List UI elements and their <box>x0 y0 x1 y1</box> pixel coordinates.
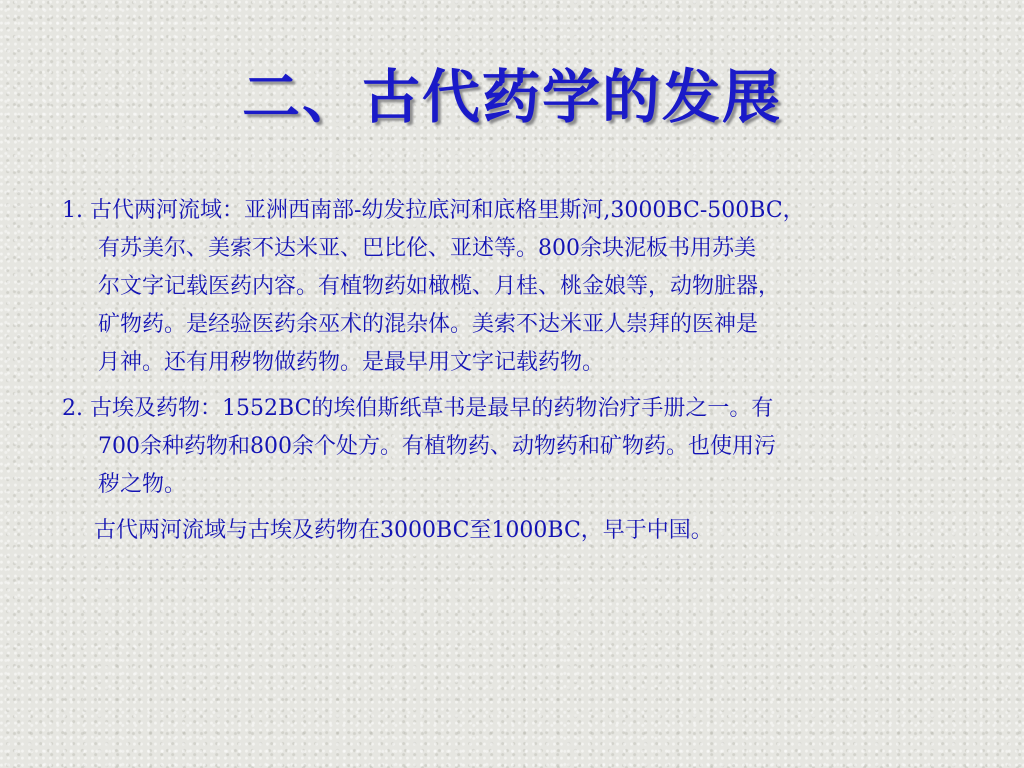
summary-note: 古代两河流域与古埃及药物在3000BC至1000BC，早于中国。 <box>94 518 713 543</box>
item-text-line: 月神。还有用秽物做药物。是最早用文字记载药物。 <box>98 350 605 375</box>
item-number: 1. <box>62 198 83 223</box>
item-number: 2. <box>62 396 83 421</box>
item-text-line: 秽之物。 <box>98 472 187 497</box>
item-text-line: 尔文字记载医药内容。有植物药如橄榄、月桂、桃金娘等，动物脏器， <box>98 274 781 299</box>
item-text-line: 古代两河流域：亚洲西南部-幼发拉底河和底格里斯河,3000BC-500BC， <box>90 198 805 223</box>
item-text-line: 700余种药物和800余个处方。有植物药、动物药和矿物药。也使用污 <box>98 434 776 459</box>
item-text-line: 古埃及药物：1552BC的埃伯斯纸草书是最早的药物治疗手册之一。有 <box>90 396 774 421</box>
slide-body <box>62 192 982 550</box>
list-item <box>62 390 982 504</box>
item-text-line: 矿物药。是经验医药余巫术的混杂体。美索不达米亚人崇拜的医神是 <box>98 312 759 337</box>
item-text-line: 有苏美尔、美索不达米亚、巴比伦、亚述等。800余块泥板书用苏美 <box>98 236 756 261</box>
slide-title: 二、古代药学的发展 <box>241 63 782 131</box>
list-item <box>62 192 982 382</box>
